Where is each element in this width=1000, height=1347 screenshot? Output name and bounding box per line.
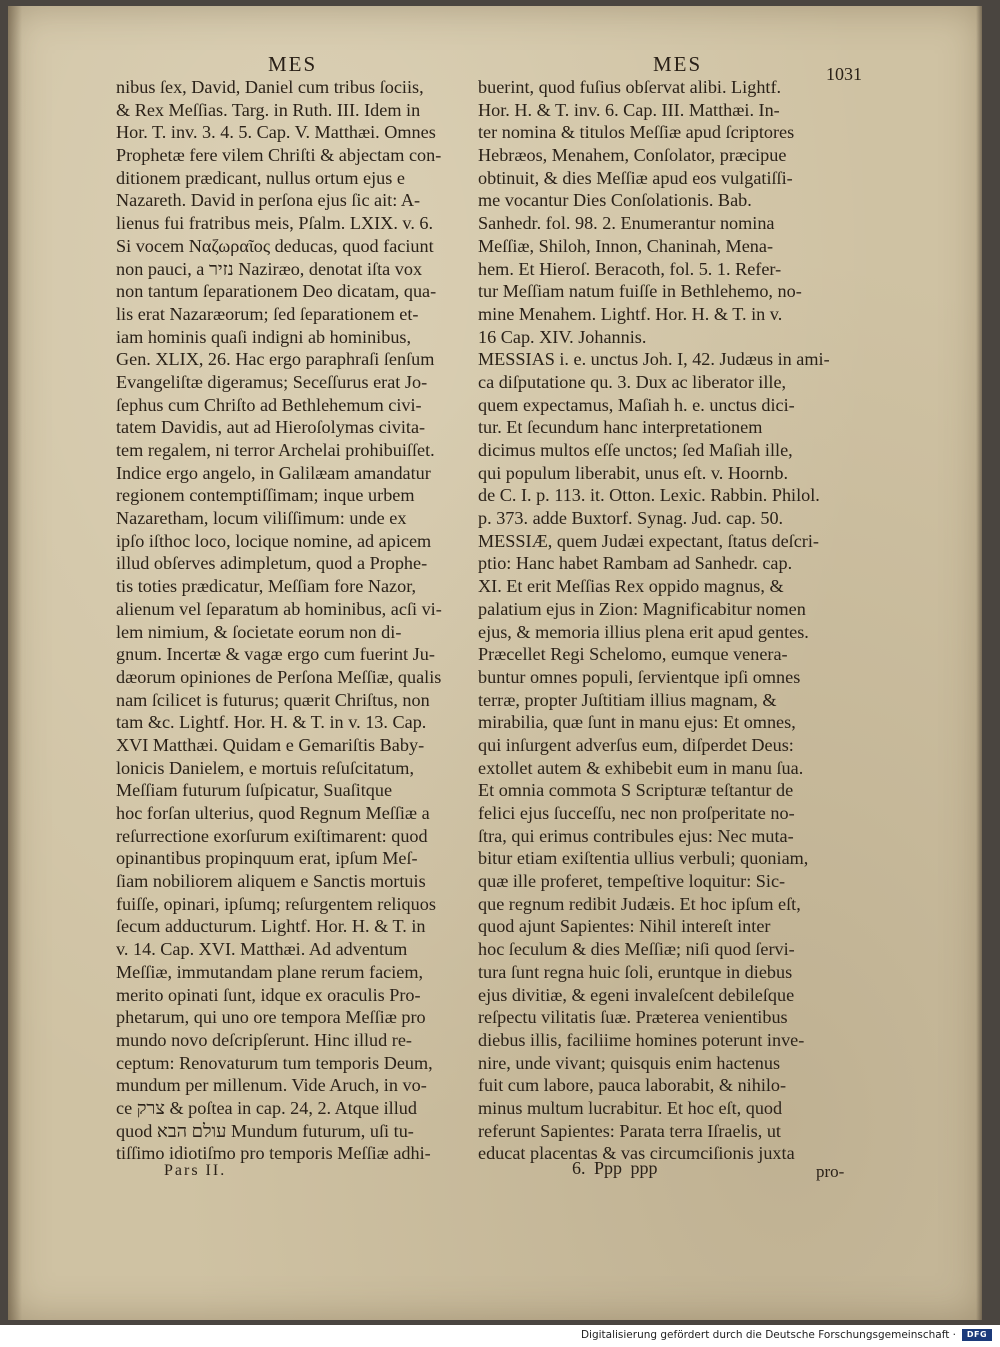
text-line: non tantum ſeparationem Deo dicatam, qua- bbox=[116, 281, 437, 302]
text-line: Gen. XLIX, 26. Hac ergo paraphraſi ſenſum bbox=[116, 349, 435, 370]
text-line: obtinuit, & dies Meſſiæ apud eos vulgatiſſi- bbox=[478, 167, 793, 188]
text-line: quod עולם הבא Mundum futurum, uſi tu- bbox=[116, 1120, 414, 1141]
text-line: fuiſſe, opinari, ipſumq; reſurgentem reliquos bbox=[116, 893, 436, 914]
text-line: referunt Sapientes: Parata terra Iſraelis, ut bbox=[478, 1120, 781, 1141]
text-line: Indice ergo angelo, in Galilæam amandatur bbox=[116, 462, 431, 483]
text-line: reſpectu vilitatis ſuæ. Præterea venientibus bbox=[478, 1007, 788, 1028]
text-line: ſephus cum Chriſto ad Bethlehemum civi- bbox=[116, 394, 422, 415]
text-line: quod ajunt Sapientes: Nihil intereſt inter bbox=[478, 916, 771, 937]
text-line: ejus divitiæ, & egeni invaleſcent debileſque bbox=[478, 984, 795, 1005]
text-line: hoc forſan ulterius, quod Regnum Meſſiæ a bbox=[116, 803, 430, 823]
text-line: tam &c. Lightf. Hor. H. & T. in v. 13. Cap. bbox=[116, 712, 427, 733]
part-label: Pars II. bbox=[164, 1162, 227, 1179]
text-line: & Rex Meſſias. Targ. in Ruth. III. Idem in bbox=[116, 99, 421, 120]
text-line: lem nimium, & ſocietate eorum non di- bbox=[116, 621, 402, 642]
text-line: mirabilia, quæ ſunt in manu ejus: Et omnes, bbox=[478, 712, 796, 733]
dfg-logo: DFG bbox=[962, 1329, 992, 1341]
text-line: MESSIÆ, quem Judæi expectant, ſtatus deſcri- bbox=[478, 530, 819, 551]
text-line: iam hominis quaſi indigni ab hominibus, bbox=[116, 326, 412, 347]
text-line: diebus illis, faciliime homines poterunt inve- bbox=[478, 1029, 805, 1050]
page-gutter-shadow bbox=[8, 6, 22, 1320]
text-line: de C. I. p. 113. it. Otton. Lexic. Rabbin. Philol. bbox=[478, 485, 820, 506]
digitization-credit: Digitalisierung gefördert durch die Deutsche Forschungsgemeinschaft · bbox=[580, 1329, 956, 1341]
text-line: ipſo iſthoc loco, locique nomine, ad apicem bbox=[116, 530, 432, 551]
catchword: pro- bbox=[816, 1162, 845, 1181]
text-line: ditionem prædicant, nullus ortum ejus e bbox=[116, 167, 405, 188]
text-line: quæ ille proferet, tempeſtive loquitur: Sic- bbox=[478, 871, 786, 892]
text-line: non pauci, a נזיר Naziræo, denotat iſta vox bbox=[116, 258, 423, 279]
text-line: regionem contemptiſſimam; inque urbem bbox=[116, 485, 415, 506]
text-line: qui populum liberabit, unus eſt. v. Hoornb. bbox=[478, 462, 788, 483]
text-line: tur Meſſiam natum fuiſſe in Bethlehemo, no- bbox=[478, 281, 802, 302]
text-line: mundo novo deſcripſerunt. Hinc illud re- bbox=[116, 1029, 412, 1050]
text-line: Prophetæ fere vilem Chriſti & abjectam con- bbox=[116, 145, 442, 166]
text-line: nire, unde vivant; quisquis enim hactenus bbox=[478, 1052, 781, 1073]
text-line: mundum per millenum. Vide Aruch, in vo- bbox=[116, 1075, 427, 1096]
right-text-column bbox=[478, 76, 848, 1165]
text-line: buntur omnes populi, ſervientque ipſi omnes bbox=[478, 666, 801, 687]
text-line: hoc ſeculum & dies Meſſiæ; niſi quod ſervi- bbox=[478, 939, 795, 960]
text-line: nibus ſex, David, Daniel cum tribus ſociis, bbox=[116, 77, 424, 97]
text-line: Nazaretham, locum viliſſimum: unde ex bbox=[116, 508, 407, 529]
text-line: dicimus multos eſſe unctos; ſed Maſiah ille, bbox=[478, 440, 793, 460]
text-line: opinantibus propinquum erat, ipſum Meſ- bbox=[116, 848, 418, 869]
text-line: ptio: Hanc habet Rambam ad Sanhedr. cap. bbox=[478, 553, 793, 574]
text-line: quem expectamus, Maſiah h. e. unctus dici- bbox=[478, 394, 795, 415]
text-line: tatem Davidis, aut ad Hieroſolymas civita- bbox=[116, 417, 426, 438]
signature-mark: 6. Ppp ppp bbox=[572, 1158, 658, 1178]
running-head-right: MES bbox=[653, 52, 703, 76]
text-line: ca diſputatione qu. 3. Dux ac liberator ille, bbox=[478, 371, 787, 392]
text-line: ceptum: Renovaturum tum temporis Deum, bbox=[116, 1052, 433, 1073]
text-line: 16 Cap. XIV. Johannis. bbox=[478, 326, 647, 347]
text-line: lis erat Nazaræorum; ſed ſeparationem et- bbox=[116, 303, 419, 324]
text-line: MESSIAS i. e. unctus Joh. I, 42. Judæus in ami- bbox=[478, 349, 830, 370]
text-line: educat placentas & vas circumciſionis juxta bbox=[478, 1143, 795, 1164]
text-line: Hor. T. inv. 3. 4. 5. Cap. V. Matthæi. Omnes bbox=[116, 122, 436, 143]
text-line: extollet autem & exhibebit eum in manu ſua. bbox=[478, 757, 804, 778]
page-number: 1031 bbox=[826, 64, 862, 84]
page-edge-shadow bbox=[976, 6, 982, 1320]
text-line: que regnum redibit Judæis. Et hoc ipſum eſt, bbox=[478, 893, 801, 914]
text-line: terræ, propter Juſtitiam illius magnam, & bbox=[478, 689, 777, 710]
text-line: reſurrectione exorſurum exiſtimarent: quod bbox=[116, 825, 428, 846]
text-line: tur. Et ſecundum hanc interpretationem bbox=[478, 417, 763, 438]
text-line: lienus fui fratribus meis, Pſalm. LXIX. v. 6. bbox=[116, 213, 434, 234]
text-line: tura ſunt regna huic ſoli, eruntque in diebus bbox=[478, 961, 793, 982]
text-line: fuit cum labore, pauca laborabit, & nihilo- bbox=[478, 1075, 787, 1096]
text-line: Evangeliſtæ digeramus; Seceſſurus erat Jo- bbox=[116, 371, 428, 392]
text-line: merito opinati ſunt, idque ex oraculis Pro- bbox=[116, 984, 421, 1005]
text-line: Meſſiæ, Shiloh, Innon, Chaninah, Mena- bbox=[478, 235, 774, 256]
text-line: Nazareth. David in perſona ejus ſic ait: A- bbox=[116, 190, 421, 211]
text-line: Hebræos, Menahem, Conſolator, præcipue bbox=[478, 145, 787, 166]
text-line: Meſſiæ, immutandam plane rerum faciem, bbox=[116, 961, 424, 982]
text-line: ſiam nobiliorem aliquem e Sanctis mortuis bbox=[116, 871, 426, 892]
text-line: minus multum lucrabitur. Et hoc eſt, quod bbox=[478, 1097, 783, 1118]
text-line: XI. Et erit Meſſias Rex oppido magnus, & bbox=[478, 576, 784, 597]
text-line: me vocantur Dies Conſolationis. Bab. bbox=[478, 190, 752, 211]
text-line: gnum. Incertæ & vagæ ergo cum fuerint Ju- bbox=[116, 644, 435, 665]
text-line: XVI Matthæi. Quidam e Gemariſtis Baby- bbox=[116, 734, 425, 755]
text-line: tem regalem, ni terror Archelai prohibuiſſet. bbox=[116, 440, 435, 460]
text-line: hem. Et Hieroſ. Beracoth, fol. 5. 1. Refer- bbox=[478, 258, 782, 279]
text-line: palatium ejus in Zion: Magnificabitur nomen bbox=[478, 598, 806, 619]
text-line: buerint, quod fuſius obſervat alibi. Lightf. bbox=[478, 77, 782, 97]
text-line: ter nomina & titulos Meſſiæ apud ſcriptores bbox=[478, 122, 795, 143]
text-line: ſecum adducturum. Lightf. Hor. H. & T. in bbox=[116, 916, 426, 937]
text-line: Sanhedr. fol. 98. 2. Enumerantur nomina bbox=[478, 213, 775, 234]
text-line: bitur etiam exiſtentia ullius verbuli; quoniam, bbox=[478, 848, 809, 869]
text-line: ejus, & memoria illius plena erit apud gentes. bbox=[478, 621, 809, 642]
text-line: illud obſerves adimpletum, quod a Prophe- bbox=[116, 553, 428, 574]
text-line: ſtra, qui erimus contribules ejus: Nec muta- bbox=[478, 825, 794, 846]
text-line: tis toties prædicatur, Meſſiam fore Nazor, bbox=[116, 576, 417, 597]
text-line: alienum vel ſeparatum ab hominibus, acſi vi- bbox=[116, 598, 442, 619]
text-line: ce צרק & poſtea in cap. 24, 2. Atque illud bbox=[116, 1097, 417, 1118]
text-line: qui inſurgent adverſus eum, diſperdet Deus: bbox=[478, 734, 794, 755]
text-line: Si vocem Ναζωραῖος deducas, quod faciunt bbox=[116, 235, 434, 256]
text-line: dæorum opiniones de Perſona Meſſiæ, qualis bbox=[116, 666, 442, 687]
text-line: lonicis Danielem, e mortuis reſuſcitatum, bbox=[116, 757, 414, 778]
text-line: v. 14. Cap. XVI. Matthæi. Ad adventum bbox=[116, 939, 408, 960]
text-line: tiſſimo idiotiſmo pro temporis Meſſiæ adhi- bbox=[116, 1143, 431, 1164]
running-head-left: MES bbox=[268, 52, 318, 76]
left-text-column bbox=[116, 76, 465, 1165]
text-line: Hor. H. & T. inv. 6. Cap. III. Matthæi. In- bbox=[478, 99, 780, 120]
text-line: nam ſcilicet is futurus; quærit Chriſtus, non bbox=[116, 689, 430, 710]
text-line: felici ejus ſucceſſu, nec non proſperitate no- bbox=[478, 803, 795, 823]
text-line: phetarum, qui uno ore tempora Meſſiæ pro bbox=[116, 1007, 426, 1028]
text-line: Meſſiam futurum ſuſpicatur, Suaſitque bbox=[116, 780, 393, 801]
text-line: Et omnia commota S Scripturæ teſtantur de bbox=[478, 780, 794, 801]
text-line: mine Menahem. Lightf. Hor. H. & T. in v. bbox=[478, 303, 783, 324]
text-line: p. 373. adde Buxtorf. Synag. Jud. cap. 50. bbox=[478, 508, 784, 529]
text-line: Præcellet Regi Schelomo, eumque venera- bbox=[478, 644, 788, 665]
